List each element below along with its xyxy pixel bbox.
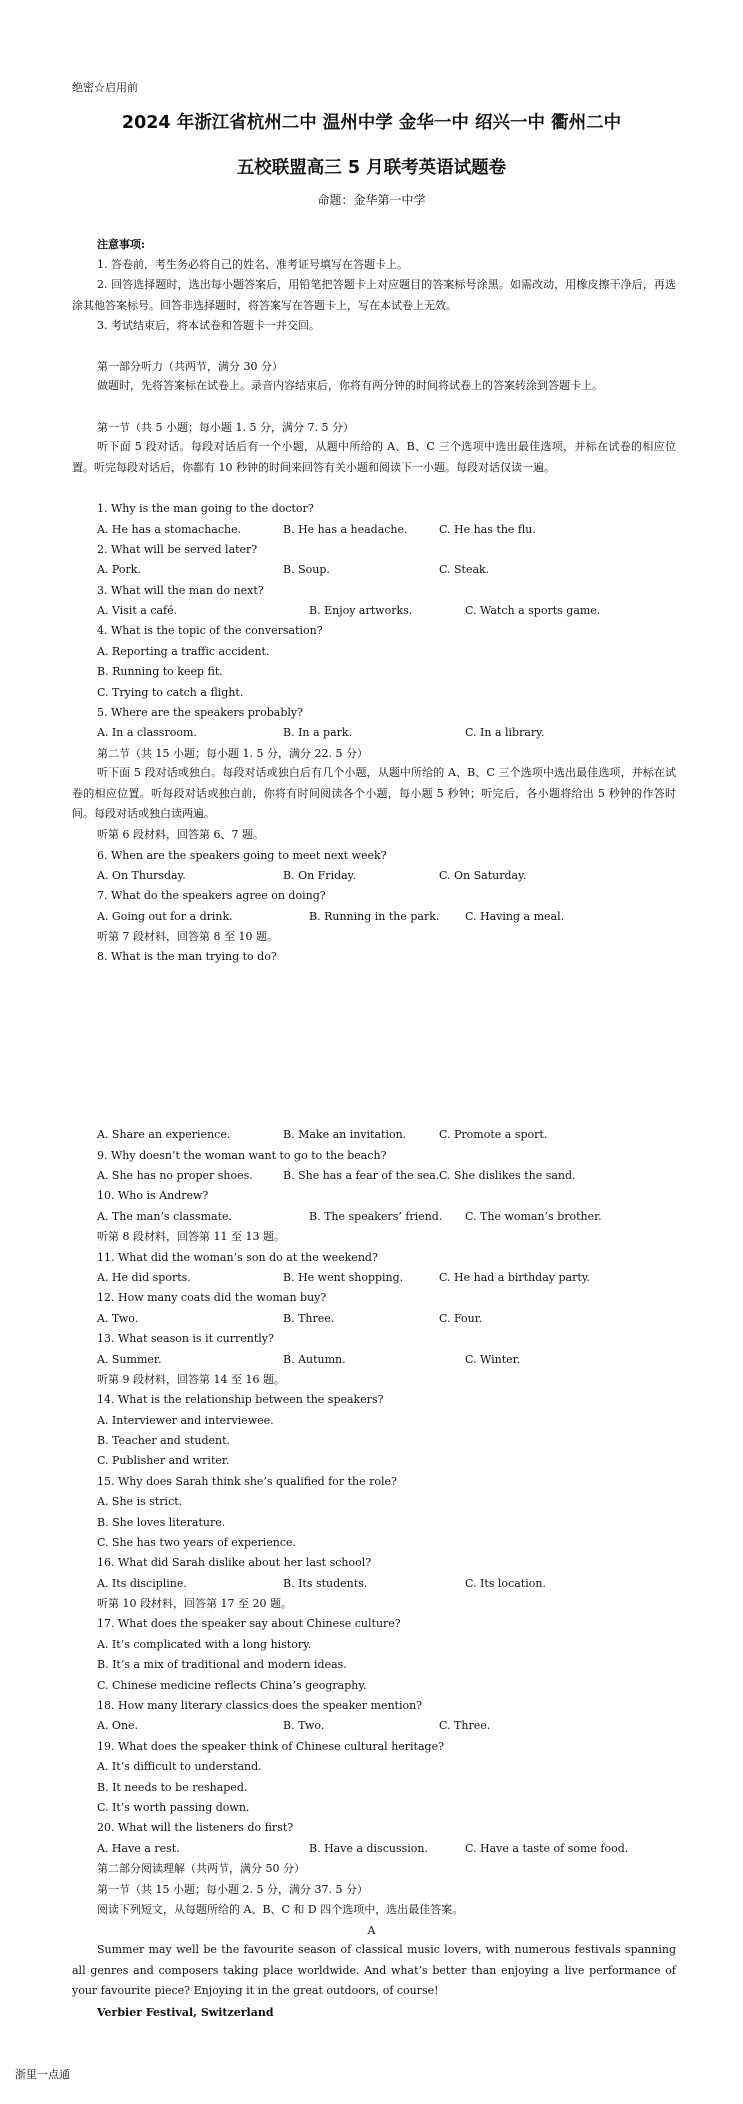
q17-option-b[interactable]: B. It’s a mix of traditional and modern ideas. [97, 1658, 347, 1671]
q7-option-b[interactable]: B. Running in the park. [309, 910, 440, 923]
question-3: 3. What will the man do next? [97, 584, 264, 597]
question-17: 17. What does the speaker say about Chinese culture? [97, 1617, 401, 1630]
q19-option-b[interactable]: B. It needs to be reshaped. [97, 1781, 248, 1794]
q16-option-b[interactable]: B. Its students. [283, 1577, 368, 1590]
notes-heading: 注意事项: [97, 238, 146, 251]
question-12: 12. How many coats did the woman buy? [97, 1291, 327, 1304]
q9-option-a[interactable]: A. She has no proper shoes. [97, 1169, 253, 1182]
notes-item1: 1. 答卷前，考生务必将自己的姓名、准考证号填写在答题卡上。 [97, 258, 408, 271]
part1-instruction: 做题时，先将答案标在试卷上。录音内容结束后，你将有两分钟的时间将试卷上的答案转涂到答题卡上。 [97, 379, 603, 392]
q16-option-a[interactable]: A. Its discipline. [97, 1577, 187, 1590]
question-8: 8. What is the man trying to do? [97, 950, 277, 963]
question-7: 7. What do the speakers agree on doing? [97, 889, 326, 902]
q10-option-b[interactable]: B. The speakers’ friend. [309, 1210, 443, 1223]
q13-option-a[interactable]: A. Summer. [97, 1353, 162, 1366]
part1-heading: 第一部分听力（共两节，满分 30 分） [97, 360, 283, 373]
question-2: 2. What will be served later? [97, 543, 258, 556]
q11-option-b[interactable]: B. He went shopping. [283, 1271, 404, 1284]
q10-option-a[interactable]: A. The man’s classmate. [97, 1210, 233, 1223]
question-19: 19. What does the speaker think of Chinese cultural heritage? [97, 1740, 444, 1753]
q8-option-a[interactable]: A. Share an experience. [97, 1128, 231, 1141]
part2-section1-heading: 第一节（共 15 小题；每小题 2. 5 分，满分 37. 5 分） [97, 1883, 368, 1896]
q18-option-a[interactable]: A. One. [97, 1719, 139, 1732]
material-8: 听第 8 段材料，回答第 11 至 13 题。 [97, 1230, 285, 1243]
q20-option-c[interactable]: C. Have a taste of some food. [465, 1842, 629, 1855]
q15-option-c[interactable]: C. She has two years of experience. [97, 1536, 297, 1549]
material-9: 听第 9 段材料，回答第 14 至 16 题。 [97, 1373, 285, 1386]
question-9: 9. Why doesn’t the woman want to go to the beach? [97, 1149, 387, 1162]
q8-option-c[interactable]: C. Promote a sport. [439, 1128, 548, 1141]
q1-option-b[interactable]: B. He has a headache. [283, 523, 408, 536]
q18-option-b[interactable]: B. Two. [283, 1719, 325, 1732]
passage-letter: A [367, 1924, 376, 1937]
q14-option-a[interactable]: A. Interviewer and interviewee. [97, 1414, 274, 1427]
question-6: 6. When are the speakers going to meet next week? [97, 849, 387, 862]
part2-instruction: 阅读下列短文，从每题所给的 A、B、C 和 D 四个选项中，选出最佳答案。 [97, 1903, 464, 1916]
q5-option-b[interactable]: B. In a park. [283, 726, 353, 739]
q12-option-b[interactable]: B. Three. [283, 1312, 335, 1325]
question-4: 4. What is the topic of the conversation? [97, 624, 323, 637]
question-5: 5. Where are the speakers probably? [97, 706, 304, 719]
q17-option-c[interactable]: C. Chinese medicine reflects China’s geography. [97, 1679, 367, 1692]
q1-option-c[interactable]: C. He has the flu. [439, 523, 536, 536]
q14-option-b[interactable]: B. Teacher and student. [97, 1434, 231, 1447]
passage-a-paragraph: Summer may well be the favourite season of classical music lovers, with numerous festivals spanning all genres and composers taking place worldwide. And what’s better than enjoying a live performance of your favourite piece? Enjoying it in the great outdoors, of course! [72, 1943, 676, 1997]
section1-instruction: 听下面 5 段对话。每段对话后有一个小题，从题中所给的 A、B、C 三个选项中选出最佳选项，并标在试卷的相应位置。听完每段对话后，你都有 10 秒钟的时间来回答有关小题和阅读下一小题。每段对话仅读一遍。 [72, 440, 676, 474]
part2-heading: 第二部分阅读理解（共两节，满分 50 分） [97, 1862, 305, 1875]
q3-option-b[interactable]: B. Enjoy artworks. [309, 604, 413, 617]
q5-option-a[interactable]: A. In a classroom. [97, 726, 197, 739]
q14-option-c[interactable]: C. Publisher and writer. [97, 1454, 230, 1467]
q7-option-a[interactable]: A. Going out for a drink. [97, 910, 233, 923]
q9-option-c[interactable]: C. She dislikes the sand. [439, 1169, 576, 1182]
q12-option-a[interactable]: A. Two. [97, 1312, 139, 1325]
material-7: 听第 7 段材料，回答第 8 至 10 题。 [97, 930, 278, 943]
exam-title-line1: 2024 年浙江省杭州二中 温州中学 金华一中 绍兴一中 衢州二中 [121, 113, 622, 133]
q11-option-a[interactable]: A. He did sports. [97, 1271, 191, 1284]
exam-author: 命题：金华第一中学 [317, 193, 426, 207]
q12-option-c[interactable]: C. Four. [439, 1312, 483, 1325]
q19-option-a[interactable]: A. It’s difficult to understand. [97, 1760, 262, 1773]
q20-option-a[interactable]: A. Have a rest. [97, 1842, 180, 1855]
section1-heading: 第一节（共 5 小题；每小题 1. 5 分，满分 7. 5 分） [97, 421, 354, 434]
festival-heading: Verbier Festival, Switzerland [97, 2006, 274, 2019]
q3-option-a[interactable]: A. Visit a café. [97, 604, 178, 617]
question-11: 11. What did the woman’s son do at the weekend? [97, 1251, 378, 1264]
q15-option-b[interactable]: B. She loves literature. [97, 1516, 226, 1529]
q7-option-c[interactable]: C. Having a meal. [465, 910, 565, 923]
q3-option-c[interactable]: C. Watch a sports game. [465, 604, 601, 617]
q2-option-a[interactable]: A. Pork. [97, 563, 141, 576]
question-16: 16. What did Sarah dislike about her last school? [97, 1556, 372, 1569]
q16-option-c[interactable]: C. Its location. [465, 1577, 546, 1590]
q2-option-b[interactable]: B. Soup. [283, 563, 330, 576]
q2-option-c[interactable]: C. Steak. [439, 563, 490, 576]
section2-heading: 第二节（共 15 小题；每小题 1. 5 分，满分 22. 5 分） [97, 747, 368, 760]
q4-option-a[interactable]: A. Reporting a traffic accident. [97, 645, 270, 658]
q9-option-b[interactable]: B. She has a fear of the sea. [283, 1169, 440, 1182]
q11-option-c[interactable]: C. He had a birthday party. [439, 1271, 591, 1284]
question-20: 20. What will the listeners do first? [97, 1821, 294, 1834]
q15-option-a[interactable]: A. She is strict. [97, 1495, 183, 1508]
q5-option-c[interactable]: C. In a library. [465, 726, 545, 739]
question-13: 13. What season is it currently? [97, 1332, 274, 1345]
q6-option-a[interactable]: A. On Thursday. [97, 869, 186, 882]
q4-option-b[interactable]: B. Running to keep fit. [97, 665, 223, 678]
notes-item3: 3. 考试结束后，将本试卷和答题卡一并交回。 [97, 319, 320, 332]
secret-mark: 绝密☆启用前 [72, 81, 138, 94]
q1-option-a[interactable]: A. He has a stomachache. [97, 523, 242, 536]
q20-option-b[interactable]: B. Have a discussion. [309, 1842, 428, 1855]
q10-option-c[interactable]: C. The woman’s brother. [465, 1210, 602, 1223]
question-10: 10. Who is Andrew? [97, 1189, 209, 1202]
footer-brand: 浙里一点通 [15, 2068, 70, 2081]
q18-option-c[interactable]: C. Three. [439, 1719, 491, 1732]
q8-option-b[interactable]: B. Make an invitation. [283, 1128, 407, 1141]
q13-option-c[interactable]: C. Winter. [465, 1353, 521, 1366]
q6-option-c[interactable]: C. On Saturday. [439, 869, 527, 882]
question-15: 15. Why does Sarah think she’s qualified for the role? [97, 1475, 397, 1488]
question-14: 14. What is the relationship between the speakers? [97, 1393, 384, 1406]
material-6: 听第 6 段材料，回答第 6、7 题。 [97, 828, 264, 841]
material-10: 听第 10 段材料，回答第 17 至 20 题。 [97, 1597, 292, 1610]
q19-option-c[interactable]: C. It’s worth passing down. [97, 1801, 250, 1814]
q17-option-a[interactable]: A. It’s complicated with a long history. [97, 1638, 312, 1651]
question-18: 18. How many literary classics does the speaker mention? [97, 1699, 423, 1712]
notes-item2: 2. 回答选择题时，选出每小题答案后，用铅笔把答题卡上对应题目的答案标号涂黑。如需改动，用橡皮擦干净后，再选涂其他答案标号。回答非选择题时，将答案写在答题卡上，写在本试卷上无效。 [72, 278, 676, 312]
q13-option-b[interactable]: B. Autumn. [283, 1353, 346, 1366]
q4-option-c[interactable]: C. Trying to catch a flight. [97, 686, 244, 699]
question-1: 1. Why is the man going to the doctor? [97, 502, 314, 515]
section2-instruction: 听下面 5 段对话或独白。每段对话或独白后有几个小题，从题中所给的 A、B、C 三个选项中选出最佳选项，并标在试卷的相应位置。听每段对话或独白前，你将有时间阅读各个小题，每小题 5 秒钟；听完后，各小题将给出 5 秒钟的作答时间。每段对话或独白读两遍。 [72, 766, 676, 820]
q6-option-b[interactable]: B. On Friday. [283, 869, 356, 882]
exam-title-line2: 五校联盟高三 5 月联考英语试题卷 [236, 158, 507, 178]
